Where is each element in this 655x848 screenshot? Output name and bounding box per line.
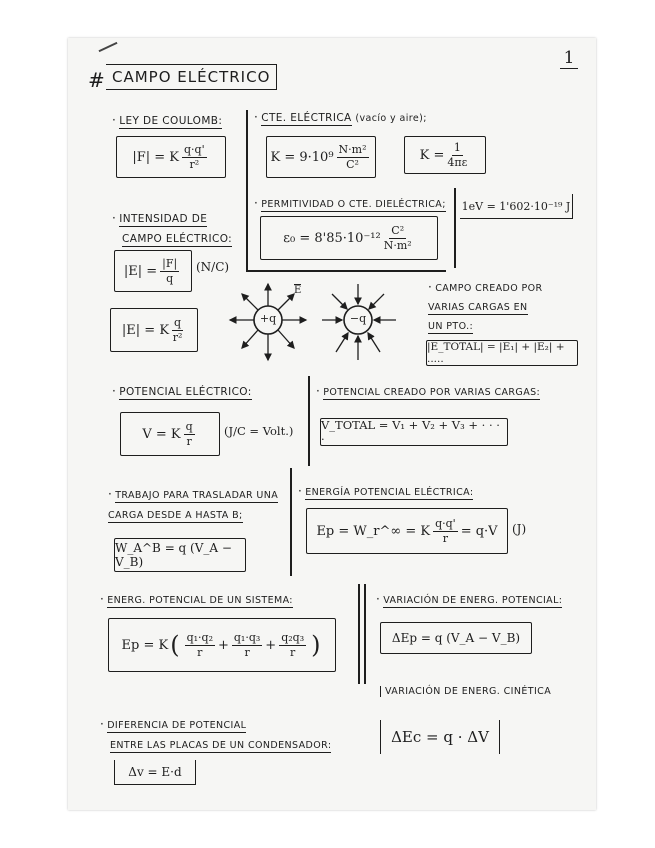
k-epsilon-box [404, 136, 486, 174]
intensidad-heading: · INTENSIDAD DE CAMPO ELÉCTRICO: [112, 211, 233, 245]
potencial-lhs: V = K [142, 426, 181, 442]
k2-lhs: K = [419, 147, 445, 163]
divider-vertical-potencial [308, 376, 310, 466]
page-title: CAMPO ELÉCTRICO [106, 64, 277, 90]
trabajo-box: W_A^B = q (V_A − V_B) [114, 538, 246, 572]
intensidad-f2-den: r² [172, 330, 183, 344]
sistema-t3-den: r [290, 645, 296, 659]
intensidad-unit: (N/C) [196, 260, 230, 274]
sistema-t1-den: r [197, 645, 203, 659]
cte-note: (vacío y aire); [355, 113, 427, 124]
intensidad-f1-num: |F| [162, 256, 178, 270]
intensidad-box-2 [110, 308, 198, 352]
intensidad-box-1 [114, 250, 192, 292]
k-den: C² [346, 157, 359, 171]
divider-vertical-ev [454, 188, 456, 268]
cte-heading: · CTE. ELÉCTRICA (vacío y aire); [254, 110, 427, 124]
sistema-heading: · ENERG. POTENCIAL DE UN SISTEMA: [100, 592, 293, 606]
field-vector-label: E [294, 285, 302, 296]
variacion-heading: · VARIACIÓN DE ENERG. POTENCIAL: [376, 592, 563, 606]
coulomb-heading: · LEY DE COULOMB: [112, 113, 223, 127]
sistema-lhs: Ep = K [121, 637, 169, 653]
k2-num: 1 [453, 140, 461, 154]
intensidad-f2-num: q [174, 315, 182, 329]
coulomb-formula-box [116, 136, 226, 178]
permitividad-heading: · PERMITIVIDAD O CTE. DIELÉCTRICA; [254, 196, 446, 210]
title-hash: # [88, 68, 105, 92]
coulomb-num: q·q' [184, 142, 205, 156]
energia-lhs: Ep = W_r^∞ = K [316, 523, 431, 539]
potencial-unit: (J/C = Volt.) [224, 424, 294, 438]
coulomb-formula-lhs: |F| = K [132, 149, 180, 165]
cinetica-heading: VARIACIÓN DE ENERG. CINÉTICA [380, 686, 551, 697]
campo-total-box: |E_TOTAL| = |E₁| + |E₂| + ..... [426, 340, 578, 366]
positive-charge-label: +q [259, 312, 277, 325]
corner-mark [99, 42, 118, 52]
ec-formula: ΔEc = q · ΔV [380, 720, 500, 754]
k-lhs: K = 9·10⁹ [270, 149, 334, 165]
sistema-t3-num: q₂q₃ [281, 630, 305, 644]
potencial-varias-heading: · POTENCIAL CREADO POR VARIAS CARGAS: [316, 384, 541, 398]
energia-unit: (J) [512, 522, 527, 536]
intensidad-f1-lhs: |E| = [123, 263, 158, 279]
energia-rhs: = q·V [460, 523, 498, 539]
potencial-heading: · POTENCIAL ELÉCTRICO: [112, 384, 252, 398]
page-number: 1 [560, 48, 578, 69]
ev-formula: 1eV = 1'602·10⁻¹⁹ J [460, 194, 573, 219]
permitividad-num: C² [391, 223, 405, 237]
sistema-t2-den: r [244, 645, 250, 659]
sistema-t2-num: q₁·q₃ [233, 630, 261, 644]
k2-den: 4πε [447, 155, 468, 169]
coulomb-den: r² [189, 157, 200, 171]
energia-den: r [442, 531, 449, 545]
intensidad-f2-lhs: |E| = K [121, 322, 170, 338]
energia-num: q·q' [435, 516, 456, 530]
negative-charge-label: −q [349, 312, 367, 325]
potencial-num: q [185, 419, 193, 433]
k-value-box [266, 136, 376, 178]
permitividad-lhs: ε₀ = 8'85·10⁻¹² [283, 230, 381, 246]
sistema-t1-num: q₁·q₂ [186, 630, 213, 644]
potencial-den: r [186, 434, 192, 448]
potencial-box [120, 412, 220, 456]
diferencia-heading: · DIFERENCIA DE POTENCIAL ENTRE LAS PLACAS DE UN CONDENSADOR: [100, 717, 332, 751]
divider-vertical-sistema-2 [364, 584, 366, 684]
campo-varias-heading: · CAMPO CREADO POR VARIAS CARGAS EN UN PTO.: [428, 280, 543, 332]
divider-vertical-top [246, 110, 248, 270]
energia-box [306, 508, 508, 554]
diferencia-formula: Δv = E·d [114, 760, 196, 785]
field-diagram [218, 278, 408, 368]
variacion-box: ΔEp = q (V_A − V_B) [380, 622, 532, 654]
k-num: N·m² [338, 142, 367, 156]
intensidad-f1-den: q [166, 271, 174, 285]
permitividad-box [260, 216, 438, 260]
potencial-total-box: V_TOTAL = V₁ + V₂ + V₃ + · · · · [320, 418, 508, 446]
divider-vertical-sistema [358, 584, 360, 684]
permitividad-den: N·m² [383, 238, 412, 252]
sistema-box: Ep = K ( $\frac{\text{q₁·q₂}}{r}$ + $\frac{\text{q₁·q₃}}{r}$ + $\frac{\text{q₂q₃}}{r}$ ) [108, 618, 336, 672]
notebook-page [68, 38, 596, 810]
energia-heading: · ENERGÍA POTENCIAL ELÉCTRICA: [298, 484, 474, 498]
divider-horizontal-top [246, 270, 446, 272]
trabajo-heading: · TRABAJO PARA TRASLADAR UNA CARGA DESDE A HASTA B; [108, 487, 279, 521]
divider-vertical-trabajo [290, 468, 292, 576]
